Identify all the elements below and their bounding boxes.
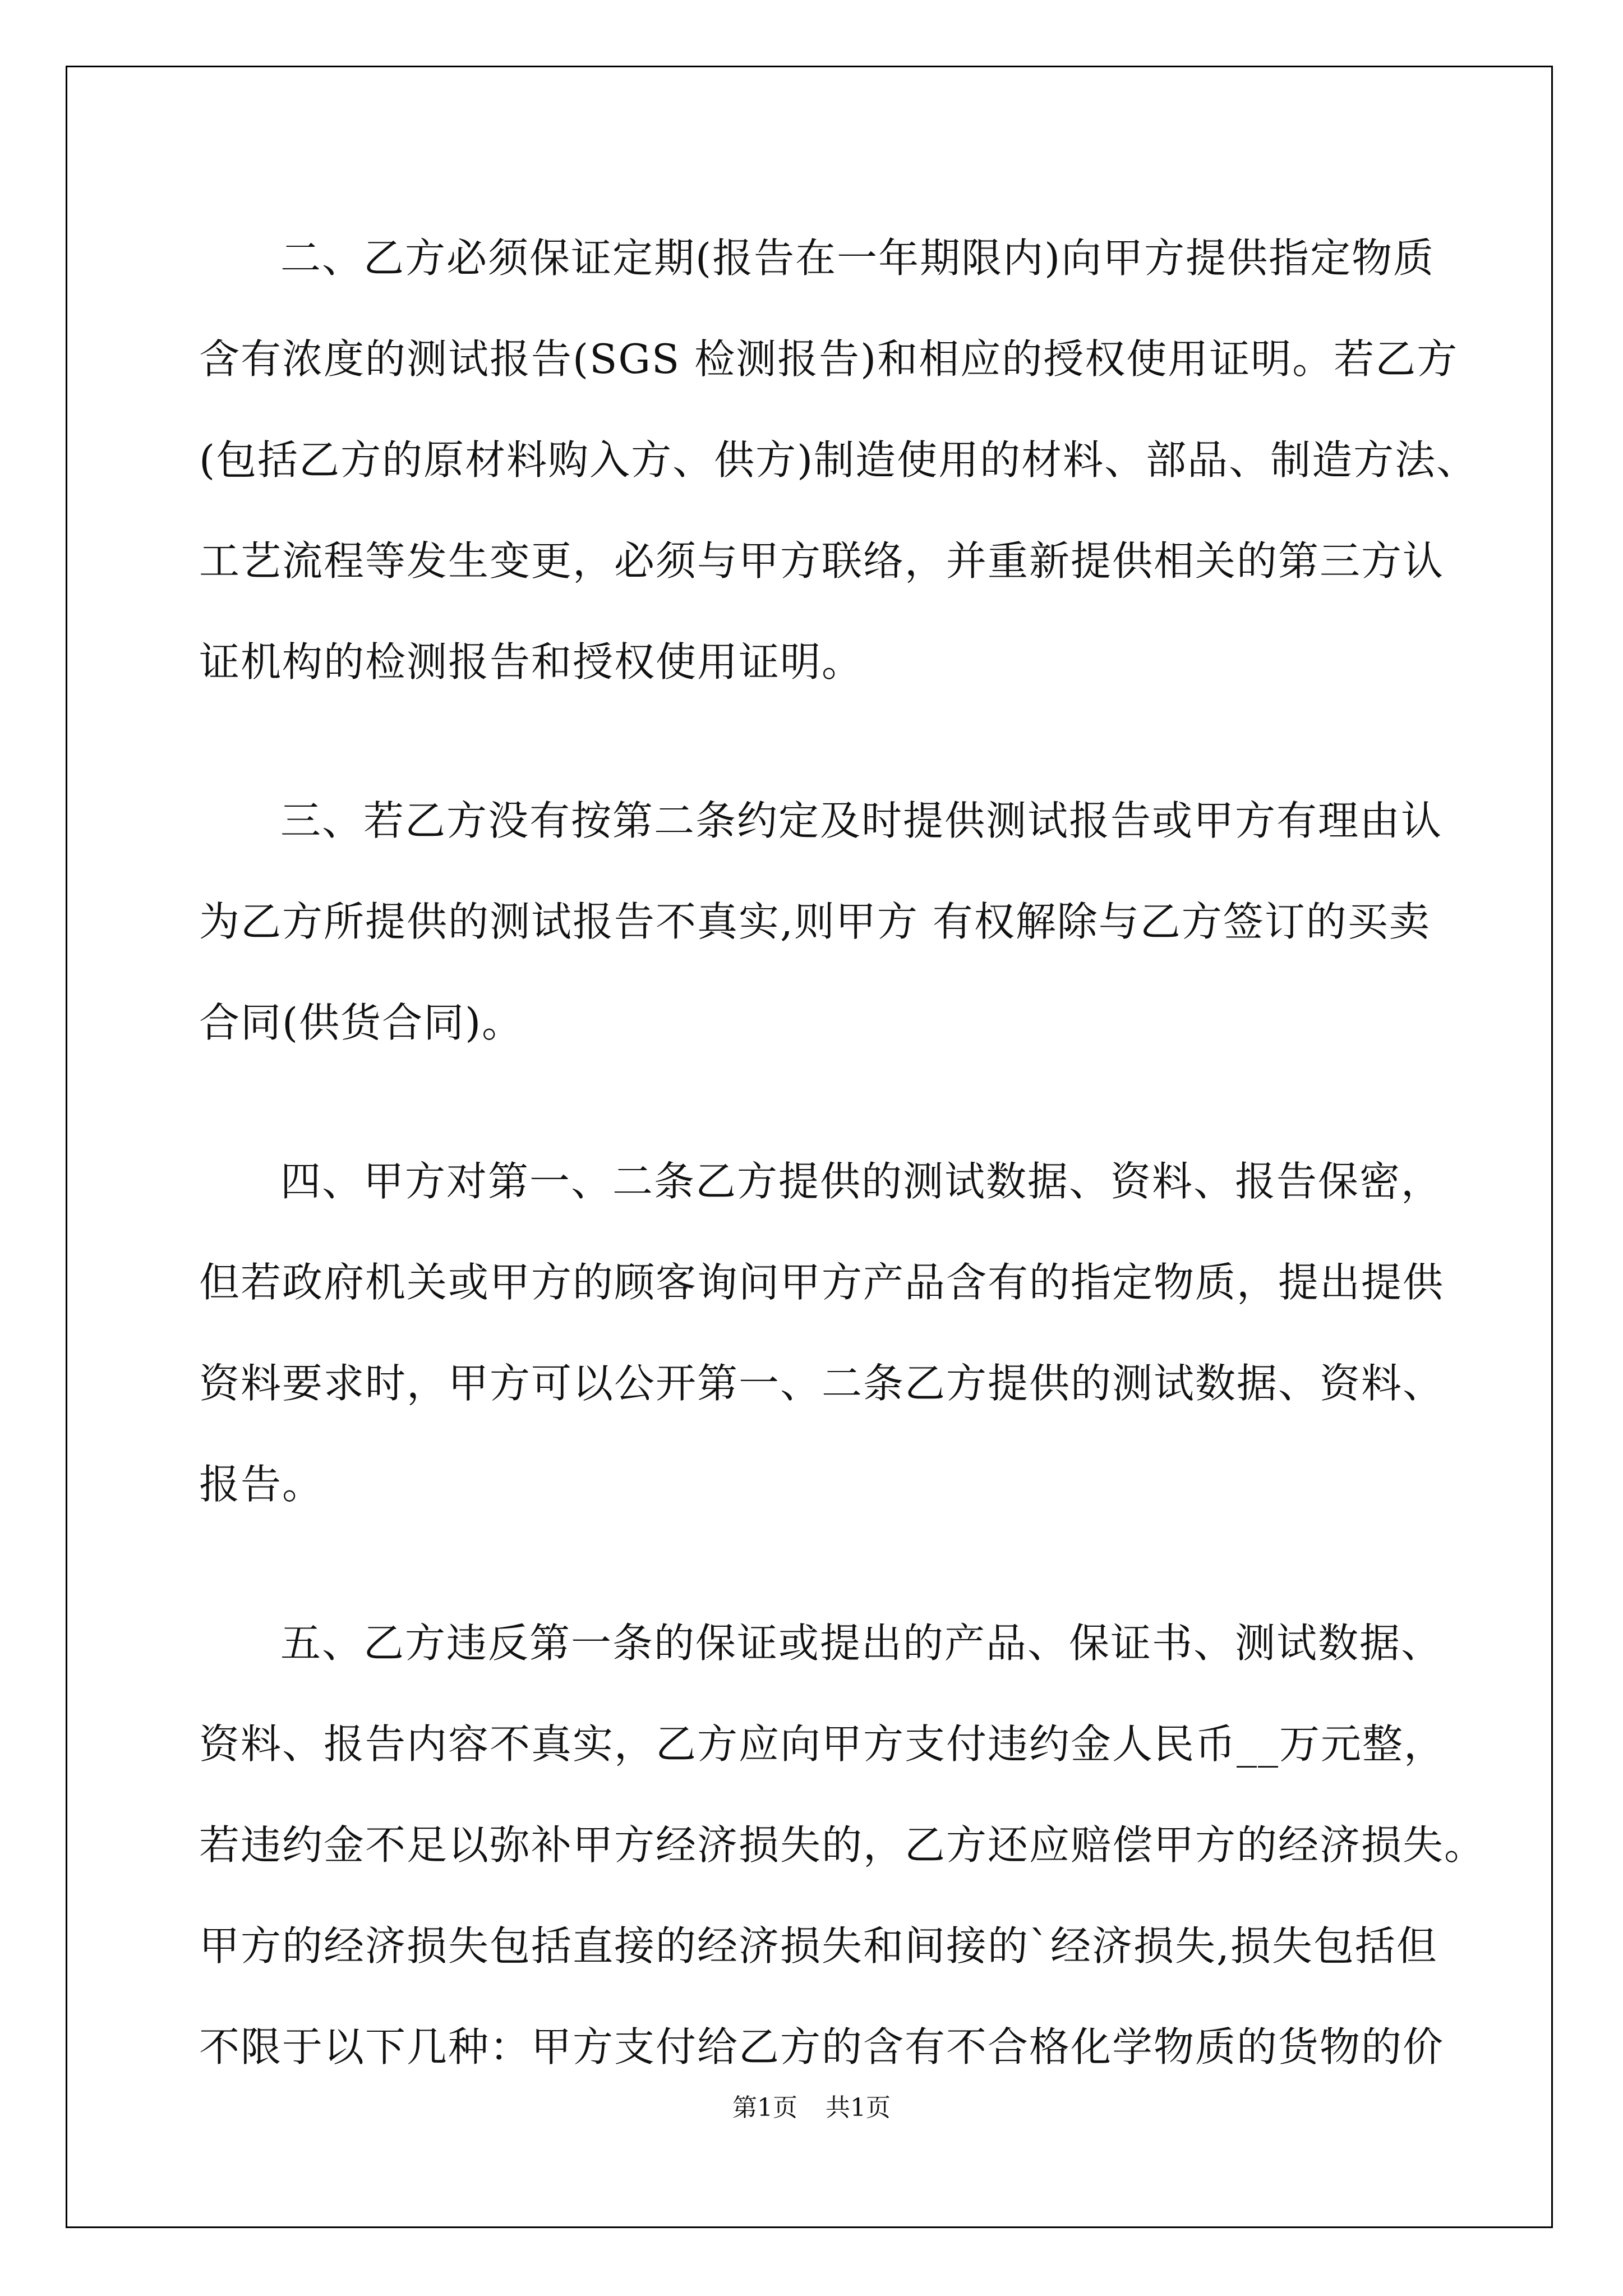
paragraph-spacer (199, 1073, 1416, 1131)
paragraph-spacer (199, 712, 1416, 770)
paragraph-line: 报告。 (199, 1461, 324, 1508)
paragraph-line: 含有浓度的测试报告(SGS 检测报告)和相应的授权使用证明。若乙方 (199, 335, 1459, 383)
paragraph-line: 为乙方所提供的测试报告不真实,则甲方 有权解除与乙方签订的买卖 (199, 898, 1431, 945)
paragraph-line: 工艺流程等发生变更，必须与甲方联络，并重新提供相关的第三方认 (199, 537, 1445, 585)
paragraph-line: 四、甲方对第一、二条乙方提供的测试数据、资料、报告保密， (280, 1158, 1443, 1205)
page-footer (0, 2091, 1623, 2125)
paragraph-line: 五、乙方违反第一条的保证或提出的产品、保证书、测试数据、 (280, 1619, 1443, 1667)
page-total: 共1页 (826, 2093, 891, 2122)
paragraph-line: 合同(供货合同)。 (199, 999, 524, 1046)
paragraph-3 (199, 770, 1443, 1073)
paragraph-line: 资料、报告内容不真实，乙方应向甲方支付违约金人民币__万元整， (199, 1720, 1446, 1768)
paragraph-2 (199, 208, 1478, 712)
paragraph-line: 资料要求时，甲方可以公开第一、二条乙方提供的测试数据、资料、 (199, 1360, 1445, 1407)
paragraph-line: 若违约金不足以弥补甲方经济损失的，乙方还应赔偿甲方的经济损失。 (199, 1821, 1486, 1869)
document-body (199, 208, 1486, 2097)
paragraph-line: 不限于以下几种：甲方支付给乙方的含有不合格化学物质的货物的价 (199, 2023, 1445, 2070)
paragraph-line: 但若政府机关或甲方的顾客询问甲方产品含有的指定物质，提出提供 (199, 1259, 1445, 1306)
paragraph-5 (199, 1593, 1486, 2097)
paragraph-spacer (199, 1535, 1416, 1593)
paragraph-line: (包括乙方的原材料购入方、供方)制造使用的材料、部品、制造方法、 (199, 436, 1478, 484)
paragraph-4 (199, 1131, 1445, 1535)
paragraph-line: 甲方的经济损失包括直接的经济损失和间接的`经济损失,损失包括但 (199, 1922, 1438, 1970)
paragraph-line: 二、乙方必须保证定期(报告在一年期限内)向甲方提供指定物质 (280, 234, 1435, 282)
paragraph-line: 证机构的检测报告和授权使用证明。 (199, 638, 864, 685)
paragraph-line: 三、若乙方没有按第二条约定及时提供测试报告或甲方有理由认 (280, 797, 1443, 844)
page-number: 第1页 (732, 2093, 797, 2122)
